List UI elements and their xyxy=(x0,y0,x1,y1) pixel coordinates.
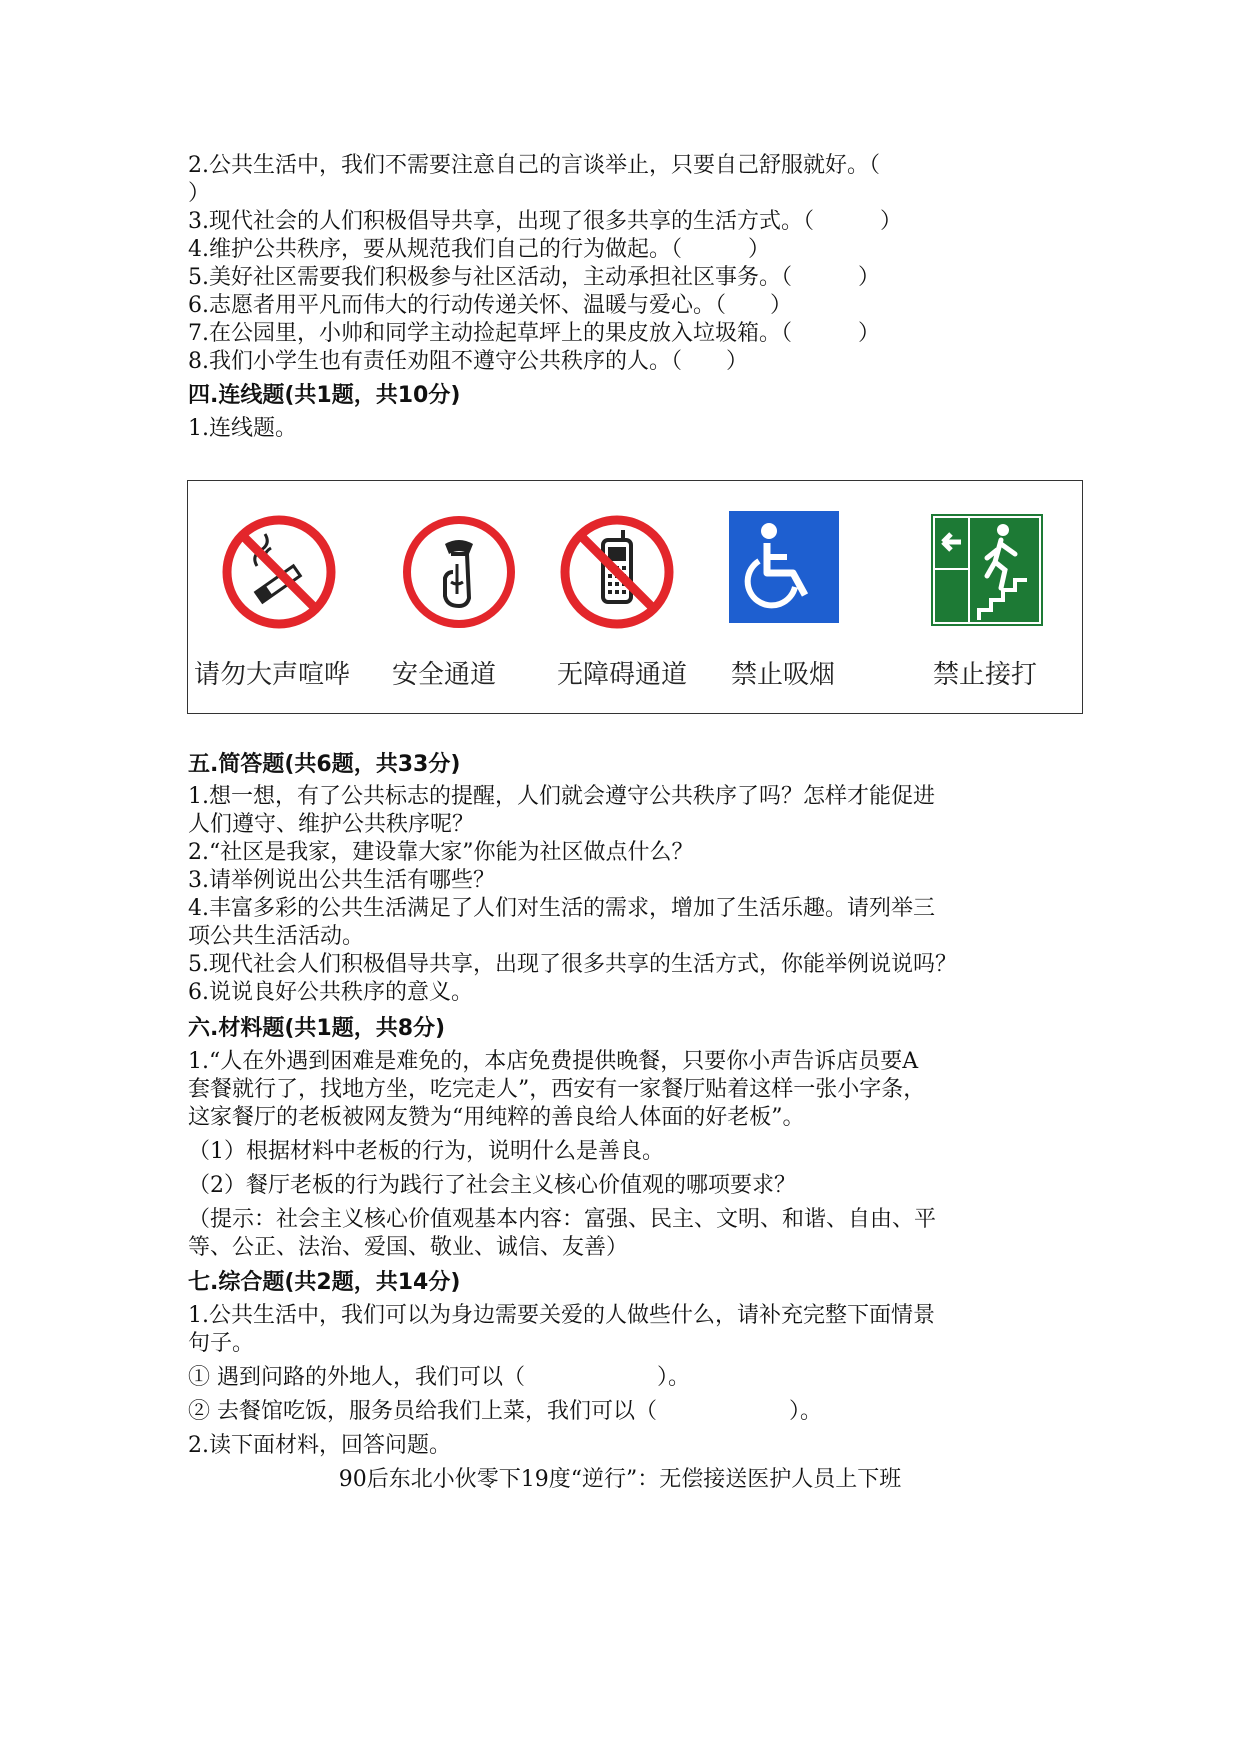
judge-item-6: 6.志愿者用平凡而伟大的行动传递关怀、温暖与爱心。（ ） xyxy=(188,293,792,318)
judge-item-2: 2.公共生活中，我们不需要注意自己的言谈举止，只要自己舒服就好。（ xyxy=(188,153,880,178)
section-6-line: 套餐就行了，找地方坐，吃完走人”，西安有一家餐厅贴着这样一张小字条， xyxy=(188,1077,926,1102)
sign-label-1: 请勿大声喧哗 xyxy=(194,660,351,690)
section-5-line: 2.“社区是我家，建设靠大家”你能为社区做点什么？ xyxy=(188,840,694,865)
emergency-exit-icon xyxy=(931,514,1043,626)
section-4-heading: 四.连线题(共1题，共10分) xyxy=(188,383,461,408)
quiet-icon xyxy=(401,514,517,630)
section-6-heading: 六.材料题(共1题，共8分) xyxy=(188,1016,446,1041)
section-7-line: 句子。 xyxy=(188,1331,255,1356)
sign-label-5: 禁止接打 xyxy=(933,660,1038,690)
judge-item-5: 5.美好社区需要我们积极参与社区活动，主动承担社区事务。（ ） xyxy=(188,265,880,290)
section-6-line: 这家餐厅的老板被网友赞为“用纯粹的善良给人体面的好老板”。 xyxy=(188,1105,805,1130)
section-5-line: 3.请举例说出公共生活有哪些？ xyxy=(188,868,495,893)
judge-item-7: 7.在公园里，小帅和同学主动捡起草坪上的果皮放入垃圾箱。（ ） xyxy=(188,321,880,346)
judge-item-4: 4.维护公共秩序，要从规范我们自己的行为做起。（ ） xyxy=(188,237,770,262)
sign-label-4: 禁止吸烟 xyxy=(731,660,836,690)
judge-item-3: 3.现代社会的人们积极倡导共享，出现了很多共享的生活方式。（ ） xyxy=(188,209,902,234)
accessible-icon xyxy=(729,511,839,623)
section-4-question-1: 1.连线题。 xyxy=(188,416,297,441)
section-7-heading: 七.综合题(共2题，共14分) xyxy=(188,1270,461,1295)
section-6-line: 1.“人在外遇到困难是难免的，本店免费提供晚餐，只要你小声告诉店员要A xyxy=(188,1049,919,1074)
section-5-line: 人们遵守、维护公共秩序呢？ xyxy=(188,812,475,837)
section-6-line: （1）根据材料中老板的行为，说明什么是善良。 xyxy=(188,1139,664,1164)
section-6-line: （提示：社会主义核心价值观基本内容：富强、民主、文明、和谐、自由、平 xyxy=(188,1207,937,1232)
section-6-line: （2）餐厅老板的行为践行了社会主义核心价值观的哪项要求？ xyxy=(188,1173,796,1198)
section-7-line: 1.公共生活中，我们可以为身边需要关爱的人做些什么，请补充完整下面情景 xyxy=(188,1303,935,1328)
section-5-line: 1.想一想，有了公共标志的提醒，人们就会遵守公共秩序了吗？怎样才能促进 xyxy=(188,784,935,809)
material-title: 90后东北小伙零下19度“逆行”：无偿接送医护人员上下班 xyxy=(338,1467,902,1492)
judge-item-2-bracket: ） xyxy=(188,181,211,206)
no-phone-icon xyxy=(559,514,675,630)
section-5-line: 5.现代社会人们积极倡导共享，出现了很多共享的生活方式，你能举例说说吗？ xyxy=(188,952,957,977)
matching-signs-box xyxy=(187,480,1083,714)
section-7-line: ① 遇到问路的外地人，我们可以（ ）。 xyxy=(188,1365,690,1390)
section-7-line: 2.读下面材料，回答问题。 xyxy=(188,1433,451,1458)
section-5-line: 6.说说良好公共秩序的意义。 xyxy=(188,980,473,1005)
sign-label-3: 无障碍通道 xyxy=(557,660,688,690)
section-5-heading: 五.简答题(共6题，共33分) xyxy=(188,752,461,777)
sign-label-2: 安全通道 xyxy=(392,660,497,690)
section-7-line: ② 去餐馆吃饭，服务员给我们上菜，我们可以（ ）。 xyxy=(188,1399,822,1424)
section-5-line: 4.丰富多彩的公共生活满足了人们对生活的需求，增加了生活乐趣。请列举三 xyxy=(188,896,935,921)
section-6-line: 等、公正、法治、爱国、敬业、诚信、友善） xyxy=(188,1235,629,1260)
judge-item-8: 8.我们小学生也有责任劝阻不遵守公共秩序的人。（ ） xyxy=(188,349,748,374)
no-smoking-icon xyxy=(221,514,337,630)
section-5-line: 项公共生活活动。 xyxy=(188,924,365,949)
